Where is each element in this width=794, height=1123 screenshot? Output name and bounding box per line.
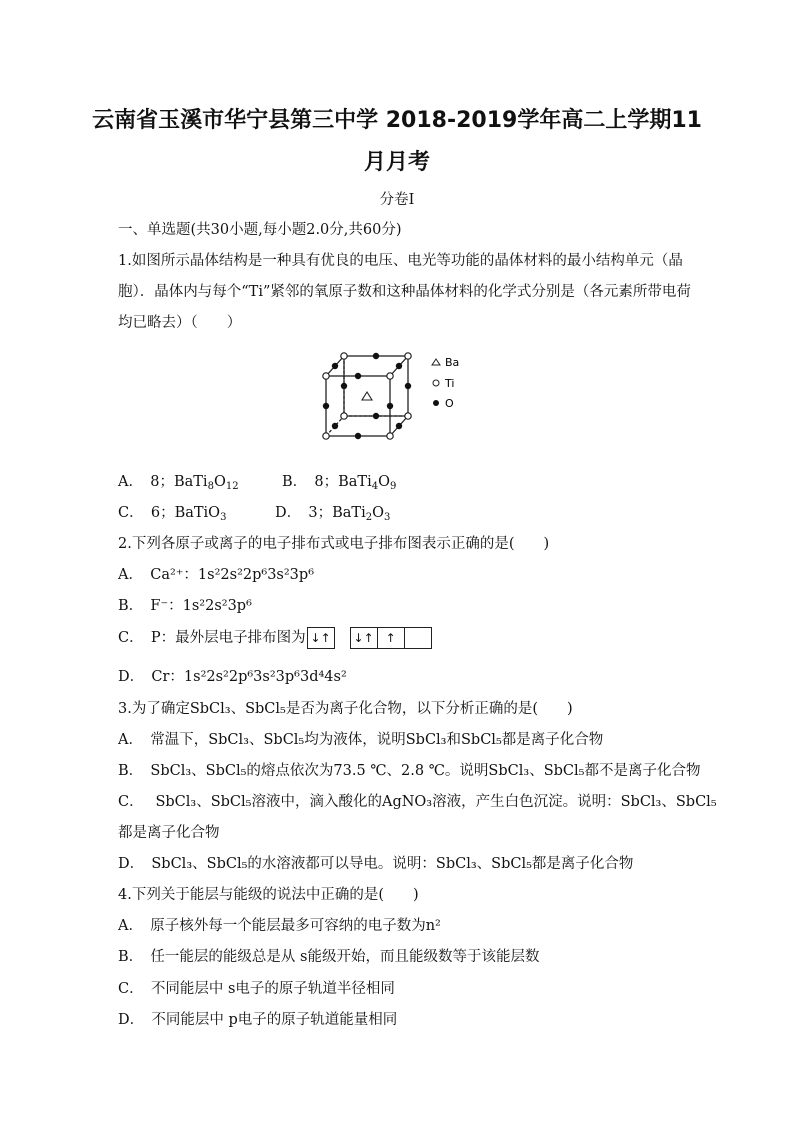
q4-stem: 4.下列关于能层与能级的说法中正确的是( )	[118, 887, 419, 903]
part-heading: 一、单选题(共30小题,每小题2.0分,共60分)	[118, 222, 402, 238]
q2-option-a: A． Ca²⁺：1s²2s²2p⁶3s²3p⁶	[118, 567, 315, 583]
q4-option-a: A． 原子核外每一个能层最多可容纳的电子数为n²	[118, 918, 441, 934]
q2-option-d: D． Cr：1s²2s²2p⁶3s²3p⁶3d⁴4s²	[118, 669, 347, 685]
q3-stem: 3.为了确定SbCl₃、SbCl₅是否为离子化合物，以下分析正确的是( )	[118, 701, 573, 717]
q1-option-b: B． 8；$BaTi_4O_9$	[282, 474, 397, 492]
exam-title-line1: 云南省玉溪市华宁县第三中学 2018-2019学年高二上学期11	[92, 108, 702, 133]
q1-stem-line1: 1.如图所示晶体结构是一种具有优良的电压、电光等功能的晶体材料的最小结构单元（晶	[118, 253, 683, 269]
legend-ti: Ti	[445, 377, 455, 390]
section-label: 分卷I	[379, 192, 415, 208]
q2-option-b: B． F⁻：1s²2s²3p⁶	[118, 598, 252, 614]
orbital-diagram-3s: ↓↑	[308, 627, 335, 649]
q3-option-b: B． SbCl₃、SbCl₅的熔点依次为73.5 ℃、2.8 ℃。说明SbCl₃、SbCl₅都不是离子化合物	[118, 763, 701, 779]
q4-option-d: D． 不同能层中 p电子的原子轨道能量相同	[118, 1012, 398, 1028]
legend-ba: Ba	[445, 356, 460, 369]
q3-option-c-line1: C． SbCl₃、SbCl₅溶液中，滴入酸化的AgNO₃溶液，产生白色沉淀。说明：SbCl₃、SbCl₅	[118, 794, 717, 810]
q4-option-b: B． 任一能层的能级总是从 s能级开始，而且能级数等于该能层数	[118, 949, 540, 965]
exam-title-line2: 月月考	[363, 150, 430, 175]
q3-option-c-line2: 都是离子化合物	[118, 825, 220, 841]
legend-o: O	[445, 397, 454, 410]
q2-stem: 2.下列各原子或离子的电子排布式或电子排布图表示正确的是( )	[118, 536, 550, 552]
q1-option-a: A． 8；$BaTi_8O_{12}$	[118, 474, 239, 492]
q1-stem-line3: 均已略去）（ ）	[118, 315, 242, 331]
q3-option-d: D． SbCl₃、SbCl₅的水溶液都可以导电。说明：SbCl₃、SbCl₅都是离子化合物	[118, 856, 634, 872]
q3-option-a: A． 常温下，SbCl₃、SbCl₅均为液体，说明SbCl₃和SbCl₅都是离子化合物	[118, 732, 604, 748]
q1-option-c: C． 6；BaTiO$_3$	[118, 505, 227, 523]
q1-option-d: D． 3；$BaTi_2O_3$	[275, 505, 391, 523]
crystal-cell-figure	[318, 350, 478, 446]
orbital-diagram-3p: ↓↑ ↑	[351, 627, 432, 649]
q1-stem-line2: 胞）．晶体内与每个“Ti”紧邻的氧原子数和这种晶体材料的化学式分别是（各元素所带电荷	[118, 284, 691, 300]
q2-option-c: C． P：最外层电子排布图为 ↓↑ ↓↑ ↑	[118, 626, 432, 649]
q4-option-c: C． 不同能层中 s电子的原子轨道半径相同	[118, 981, 395, 997]
